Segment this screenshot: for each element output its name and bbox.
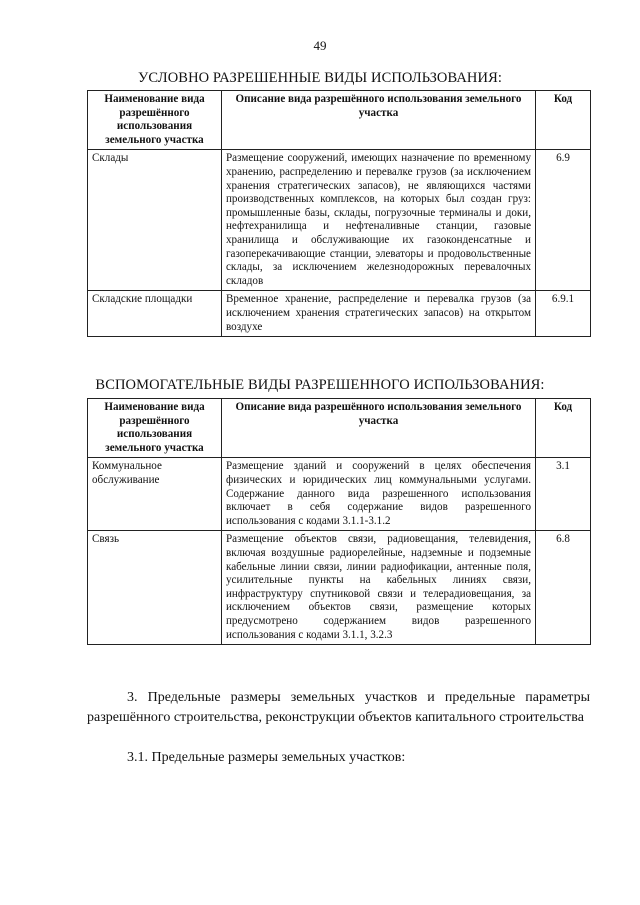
header-code: Код [536, 91, 591, 150]
header-code: Код [536, 399, 591, 458]
conditional-uses-title: УСЛОВНО РАЗРЕШЕННЫЕ ВИДЫ ИСПОЛЬЗОВАНИЯ: [138, 70, 502, 86]
auxiliary-uses-title: ВСПОМОГАТЕЛЬНЫЕ ВИДЫ РАЗРЕШЕННОГО ИСПОЛЬЗОВАНИЯ: [95, 377, 545, 393]
row-code: 3.1 [536, 458, 591, 531]
auxiliary-uses-table [87, 398, 591, 645]
table-row [88, 531, 591, 645]
header-description: Описание вида разрешённого использования земельного участка [222, 399, 536, 458]
row-name: Склады [88, 150, 222, 291]
row-code: 6.9 [536, 150, 591, 291]
row-code: 6.9.1 [536, 291, 591, 337]
table-header-row [88, 399, 591, 458]
row-description: Размещение сооружений, имеющих назначение по временному хранению, распределению и перевалке грузов (за исключением хранения стратегических запасов), не являющихся частями производственных комплексов, на которых был создан груз: промышленные базы, склады, погрузочные терминалы и доки, нефтехранилища и нефтеналивные станции, газовые хранилища и обслуживающие их газоконденсатные и газоперекачивающие станции, элеваторы и продовольственные склады, за исключением железнодорожных перевалочных складов [222, 150, 536, 291]
row-name: Коммунальное обслуживание [88, 458, 222, 531]
header-name: Наименование вида разрешённого использования земельного участка [88, 399, 222, 458]
row-description: Размещение зданий и сооружений в целях обеспечения физических и юридических лиц коммунальными услугами. Содержание данного вида разрешенного использования включает в себя содержание видов разрешенного использования с кодами 3.1.1-3.1.2 [222, 458, 536, 531]
table-row [88, 458, 591, 531]
paragraph-limits-heading: 3. Предельные размеры земельных участков и предельные параметры разрешённого строительства, реконструкции объектов капитального строительства [87, 690, 590, 725]
table-header-row [88, 91, 591, 150]
row-code: 6.8 [536, 531, 591, 645]
row-name: Складские площадки [88, 291, 222, 337]
header-description: Описание вида разрешённого использования земельного участка [222, 91, 536, 150]
row-name: Связь [88, 531, 222, 645]
conditional-uses-table [87, 90, 591, 337]
header-name: Наименование вида разрешённого использования земельного участка [88, 91, 222, 150]
paragraph-land-plot-sizes: 3.1. Предельные размеры земельных участков: [127, 750, 406, 765]
row-description: Временное хранение, распределение и перевалка грузов (за исключением хранения стратегических запасов) на открытом воздухе [222, 291, 536, 337]
page-number: 49 [313, 38, 327, 53]
table-row [88, 291, 591, 337]
table-row [88, 150, 591, 291]
row-description: Размещение объектов связи, радиовещания, телевидения, включая воздушные радиорелейные, надземные и подземные кабельные линии связи, линии радиофикации, антенные поля, усилительные пункты на кабельных линиях связи, инфраструктуру спутниковой связи и телерадиовещания, за исключением объектов связи, размещение которых предусмотрено содержанием видов разрешенного использования с кодами 3.1.1, 3.2.3 [222, 531, 536, 645]
